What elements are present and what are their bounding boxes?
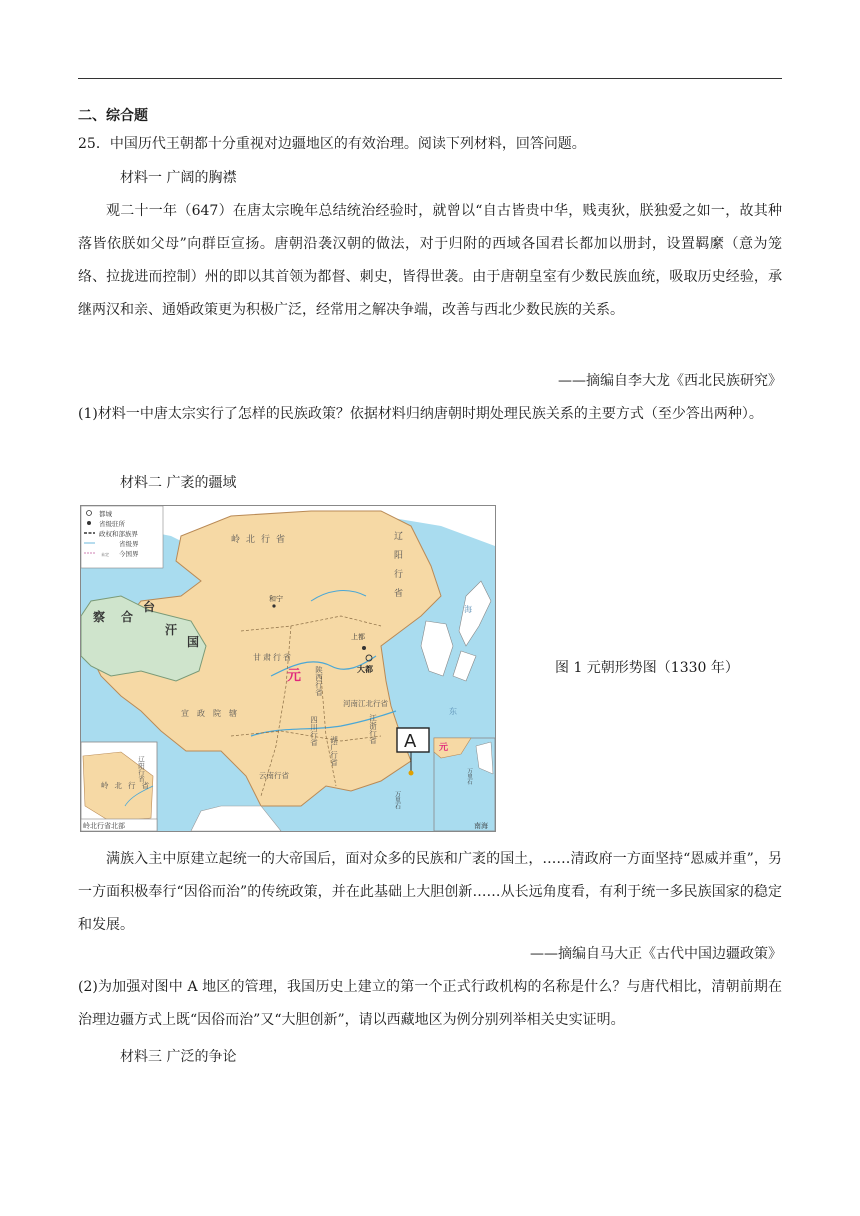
inset-right-yuan: 元 [439,743,449,753]
legend-province-border: 省级界 [119,540,139,548]
label-jiangzhe: 江浙行省 [368,714,378,744]
label-henan: 河南江北行省 [343,699,388,708]
legend-undetermined: 未定 [101,552,109,557]
label-yuan: 元 [287,668,301,684]
label-sea: 海 [464,605,472,614]
header-rule [78,78,782,79]
label-lingbei: 岭北行省 [231,535,292,545]
label-east: 东 [449,707,457,716]
label-yunnan: 云南行省 [259,771,289,780]
material2-heading: 材料二 广袤的疆域 [120,475,237,491]
label-chagatai-5: 国 [187,635,200,649]
label-chagatai-2: 合 [121,610,134,624]
label-gansu: 甘肃行省 [253,653,293,662]
material1-heading: 材料一 广阔的胸襟 [120,170,237,186]
material1-source: ——摘编自李大龙《西北民族研究》 [558,373,782,389]
section-title: 二、综合题 [78,108,148,124]
label-chagatai-3: 台 [143,600,156,614]
question1-text: (1)材料一中唐太宗实行了怎样的民族政策？依据材料归纳唐朝时期处理民族关系的主要方式（至少答出两种）。 [78,406,763,422]
label-sichuan: 四川行省 [309,716,319,746]
material1-text: 观二十一年（647）在唐太宗晚年总结统治经验时，就曾以“自古皆贵中华，贱夷狄，朕独爱之如一，故其种落皆依朕如父母”向群臣宣扬。唐朝沿袭汉朝的做法，对于归附的西域各国君长都加以册封，设置羁縻（意为笼络、拉拢进而控制）州的即以其首领为都督、刺史，皆得世袭。由于唐朝皇室有少数民族血统，吸取历史经验，承继两汉和亲、通婚政策更为积极广泛，经常用之解决争端，改善与西北少数民族的关系。 [78,203,782,318]
marker-a-label: A [404,731,417,752]
japan-island-south [453,651,476,681]
label-chagatai-1: 察 [93,610,106,624]
label-dadu: 大都 [357,665,373,674]
material3-heading: 材料三 广泛的争论 [120,1049,237,1065]
legend-seat-icon [87,521,91,525]
inset-left-caption: 岭北行省北部 [83,822,125,830]
label-wanli: 万里石 [393,791,401,809]
marker-a-island [409,771,414,776]
inset-left-lingbei: 岭北行省 [101,781,155,790]
label-xuanzheng: 宣政院辖 [181,709,245,718]
label-chagatai-4: 汗 [165,623,178,637]
label-hening: 和宁 [269,595,283,603]
inset-right-caption: 南海 [474,822,488,830]
inset-right-wanli: 万里石 [466,768,472,785]
inset-left-liaoyang: 辽阳行省 [137,756,145,782]
legend-capital: 都城 [99,510,112,518]
legend-regime-border: 政权和部族界 [99,530,138,538]
shangdu-dot [362,646,366,650]
label-huguang: 湖广行省 [329,736,339,766]
question-intro: 25．中国历代王朝都十分重视对边疆地区的有效治理。阅读下列材料，回答问题。 [78,136,586,152]
foreign-land-south [191,806,281,831]
korea-peninsula [421,621,453,676]
question2-text: (2)为加强对图中 A 地区的管理，我国历史上建立的第一个正式行政机构的名称是什么？与唐代相比，清朝前期在治理边疆方式上既“因俗而治”又“大胆创新”，请以西藏地区为例分别列举相关史实证明。 [78,979,782,1028]
label-shangdu: 上都 [351,633,365,641]
hening-dot [272,604,275,607]
material2-text: 满族入主中原建立起统一的大帝国后，面对众多的民族和广袤的国土，……清政府一方面坚持“恩威并重”，另一方面积极奉行“因俗而治”的传统政策，并在此基础上大胆创新……从长远角度看，有利于统一多民族国家的稳定和发展。 [78,851,782,933]
label-liaoyang: 辽阳行省 [392,531,402,607]
legend-modern-border: 今国界 [119,550,139,558]
figure-caption: 图 1 元朝形势图（1330 年） [555,660,739,676]
yuan-dynasty-map [80,505,496,832]
material2-source: ——摘编自马大正《古代中国边疆政策》 [530,946,782,962]
label-shaanxi: 陕西行省 [314,666,324,696]
legend-seat: 省级驻所 [99,520,125,528]
